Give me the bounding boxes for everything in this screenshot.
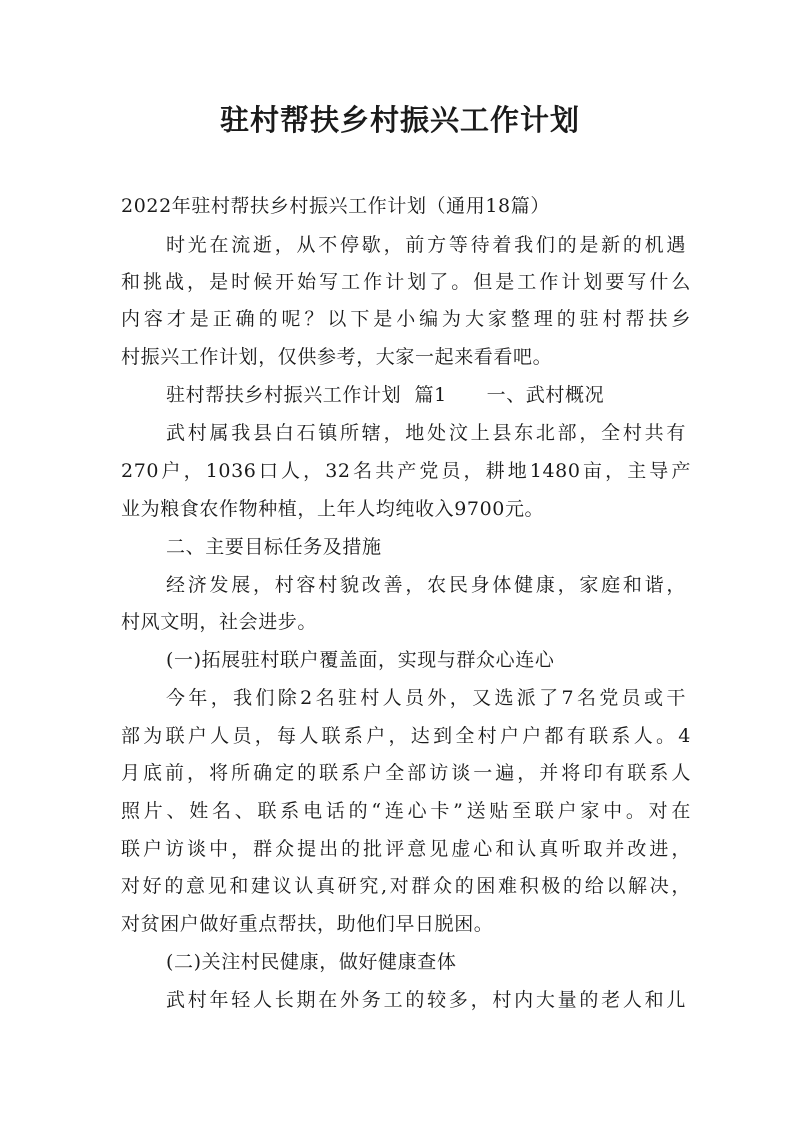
paragraph-line: 武村年轻人长期在外务工的较多，村内大量的老人和儿 — [166, 989, 686, 1011]
paragraph-line: 村风文明，社会进步。 — [121, 611, 318, 633]
paragraph-line: 今年，我们除2名驻村人员外，又选派了7名党员或干 — [166, 687, 686, 709]
paragraph-line: 内容才是正确的呢？以下是小编为大家整理的驻村帮扶乡 — [121, 308, 691, 330]
paragraph-line: 对好的意见和建议认真研究,对群众的困难积极的给以解决， — [121, 875, 691, 897]
paragraph-line: 对贫困户做好重点帮扶，助他们早日脱困。 — [121, 913, 494, 935]
paragraph-line: 业为粮食农作物种植，上年人均纯收入9700元。 — [121, 498, 545, 520]
subsection-heading-line: (一)拓展驻村联户覆盖面，实现与群众心连心 — [166, 649, 555, 671]
paragraph-line: 时光在流逝，从不停歇，前方等待着我们的是新的机遇 — [166, 234, 686, 256]
paragraph-line: 和挑战，是时候开始写工作计划了。但是工作计划要写什么 — [121, 271, 691, 293]
paragraph-line: 联户访谈中，群众提出的批评意见虚心和认真听取并改进， — [121, 838, 691, 860]
subsection-heading-line: (二)关注村民健康，做好健康查体 — [166, 951, 457, 973]
section-heading-line: 驻村帮扶乡村振兴工作计划 篇1 一、武村概况 — [166, 384, 605, 406]
paragraph-line: 月底前，将所确定的联系户全部访谈一遍，并将印有联系人 — [121, 762, 691, 784]
paragraph-line: 村振兴工作计划，仅供参考，大家一起来看看吧。 — [121, 346, 553, 368]
paragraph-line: 270户，1036口人，32名共产党员，耕地1480亩，主导产 — [121, 460, 691, 482]
paragraph-line: 部为联户人员，每人联系户，达到全村户户都有联系人。4 — [121, 725, 691, 747]
document-subtitle: 2022年驻村帮扶乡村振兴工作计划（通用18篇） — [121, 195, 550, 217]
paragraph-line: 经济发展，村容村貌改善，农民身体健康，家庭和谐， — [166, 574, 686, 596]
document-title: 驻村帮扶乡村振兴工作计划 — [219, 103, 580, 137]
paragraph-line: 武村属我县白石镇所辖，地处汶上县东北部，全村共有 — [166, 422, 686, 444]
section-heading-line: 二、主要目标任务及措施 — [166, 536, 382, 558]
paragraph-line: 照片、姓名、联系电话的“连心卡”送贴至联户家中。对在 — [121, 800, 691, 822]
